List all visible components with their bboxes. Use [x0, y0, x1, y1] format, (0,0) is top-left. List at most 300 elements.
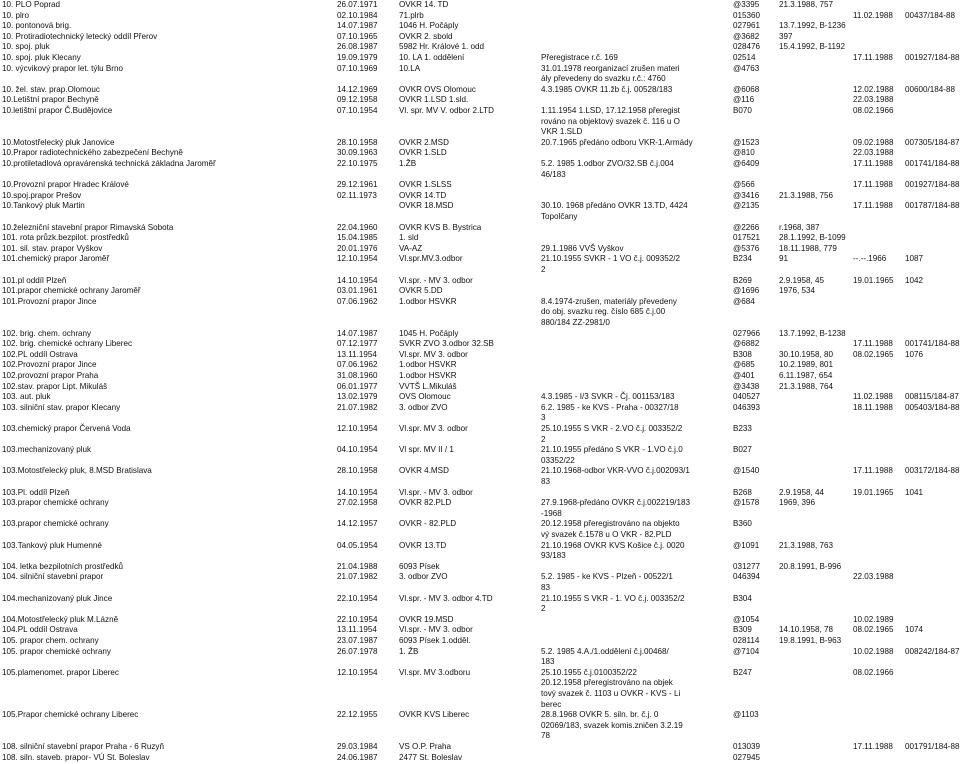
cell-superior-command: OVKR 13.TD — [399, 540, 447, 550]
cell-date-founded: 26.07.1971 — [337, 0, 378, 9]
cell-register-code: @3416 — [733, 190, 760, 200]
cell-register-code: B304 — [733, 593, 752, 603]
cell-unit-name: 102.provozní prapor Praha — [2, 371, 99, 380]
cell-superior-command: OVKR KVS B. Bystrica — [399, 222, 482, 232]
cell-date-archived: 18.11.1988 — [853, 402, 893, 412]
cell-superior-command: 5982 Hr. Králové 1. odd — [399, 42, 485, 52]
cell-superior-command: 6093 Písek 1.odděl. — [399, 636, 471, 645]
cell-superior-command: OVKR 18.MSD — [399, 201, 454, 211]
cell-register-code: @4763 — [733, 63, 760, 73]
cell-register-code: @3395 — [733, 0, 760, 9]
cell-register-code: @116 — [733, 95, 755, 105]
cell-unit-name: 103.chemický prapor Červená Voda — [2, 424, 131, 433]
cell-register-code: 027966 — [733, 328, 761, 338]
cell-archive-note: 21.3.1988, 757 — [779, 0, 834, 9]
cell-date-founded: 21.04.1988 — [337, 561, 378, 571]
cell-superior-command: OVKR 1.SLD — [399, 148, 447, 158]
cell-unit-name: 105. prapor chem. ochrany — [2, 636, 99, 645]
cell-note: 03352/22 — [541, 455, 575, 465]
cell-unit-name: 102.PL oddíl Ostrava — [2, 349, 78, 359]
cell-date-archived: 08.02.1965 — [853, 349, 894, 359]
cell-register-code: @1540 — [733, 466, 760, 476]
cell-unit-name: 101. sil. stav. prapor Vyškov — [2, 243, 103, 253]
cell-archive-note: 397 — [779, 31, 793, 41]
cell-unit-name: 104.PL oddíl Ostrava — [2, 625, 78, 635]
cell-register-code: @3682 — [733, 31, 760, 41]
cell-archive-number: 00600/184-88 — [905, 84, 955, 94]
cell-date-founded: 06.01.1977 — [337, 381, 378, 391]
cell-unit-name: 10.železniční stavební prapor Rimavská Sobota — [2, 222, 174, 232]
cell-unit-name: 10.spoj.prapor Prešov — [2, 190, 82, 200]
cell-note: 2 — [541, 265, 546, 274]
cell-date-founded: 22.10.1954 — [337, 614, 378, 624]
cell-register-code: B027 — [733, 445, 752, 455]
cell-unit-name: 10.Prapor radiotechnického zabezpečení Bechyně — [2, 148, 183, 158]
cell-superior-command: 1.ŽB — [399, 159, 417, 168]
cell-unit-name: 101.pl oddíl Plzeň — [2, 275, 67, 285]
cell-register-code: 027945 — [733, 752, 761, 762]
cell-unit-name: 101.chemický prapor Jaroměř — [2, 254, 110, 264]
cell-date-founded: 09.12.1958 — [337, 95, 378, 105]
cell-superior-command: SVKR ZVO 3.odbor 32.SB — [399, 339, 494, 349]
cell-date-founded: 12.10.1954 — [337, 424, 378, 433]
cell-note: 20.7.1965 předáno odboru VKR-1.Armády — [541, 137, 693, 147]
cell-date-archived: 08.02.1966 — [853, 667, 894, 677]
cell-archive-note: 18.11.1988, 779 — [779, 243, 837, 253]
cell-note: Topolčany — [541, 212, 578, 221]
cell-register-code: @1103 — [733, 710, 759, 720]
cell-date-archived: 17.11.1988 — [853, 742, 893, 751]
cell-superior-command: OVS Olomouc — [399, 392, 451, 402]
cell-register-code: @1523 — [733, 137, 760, 147]
cell-date-archived: 10.02.1989 — [853, 614, 894, 624]
cell-superior-command: Vl.spr. - MV 3. odbor — [399, 625, 473, 635]
cell-unit-name: 101.Provozní prapor Jince — [2, 296, 97, 306]
cell-unit-name: 101. rota průzk.bezpilot. prostředků — [2, 233, 129, 243]
cell-archive-number: 003172/184-88 — [905, 466, 960, 476]
cell-superior-command: Vl.spr. MV 3. odbor — [399, 349, 468, 359]
cell-superior-command: 3. odbor ZVO — [399, 572, 448, 582]
cell-archive-note: 30.10.1958, 80 — [779, 349, 834, 359]
cell-archive-note: 21.3.1988, 764 — [779, 381, 834, 391]
cell-archive-number: 008242/184-87 — [905, 646, 960, 656]
cell-unit-name: 102.stav. prapor Lipt. Mikuláš — [2, 381, 108, 391]
cell-register-code: @566 — [733, 180, 755, 190]
cell-note: 183 — [541, 657, 555, 667]
cell-superior-command: OVKR KVS Liberec — [399, 710, 470, 720]
cell-date-founded: 21.07.1982 — [337, 402, 378, 412]
cell-archive-number: 001741/184-88 — [905, 339, 960, 349]
cell-archive-note: 21.3.1988, 763 — [779, 540, 834, 550]
cell-archive-number: 001927/184-88 — [905, 180, 960, 190]
cell-register-code: @5376 — [733, 243, 760, 253]
cell-unit-name: 10. výcvikový prapor let. týlu Brno — [2, 63, 124, 73]
cell-superior-command: Vl spr. MV II / 1 — [399, 445, 454, 455]
cell-date-founded: 28.10.1958 — [337, 137, 378, 147]
cell-date-founded: 02.10.1984 — [337, 10, 378, 20]
cell-date-founded: 14.12.1969 — [337, 84, 378, 94]
cell-date-founded: 14.10.1954 — [337, 487, 378, 497]
cell-register-code: @3438 — [733, 381, 760, 391]
cell-register-code: B360 — [733, 519, 752, 529]
cell-register-code: B070 — [733, 106, 752, 115]
cell-note: ály převedeny do svazku r.č.: 4760 — [541, 74, 666, 84]
cell-date-founded: 22.10.1954 — [337, 593, 378, 603]
cell-date-founded: 07.06.1962 — [337, 360, 378, 370]
cell-archive-note: 10.2.1989, 801 — [779, 360, 834, 370]
cell-date-founded: 24.06.1987 — [337, 752, 378, 762]
cell-note: 25.10.1955 S VKR - 2.VO č.j. 003352/2 — [541, 424, 683, 433]
cell-date-founded: 23.07.1987 — [337, 636, 378, 645]
cell-date-archived: 17.11.1988 — [853, 201, 893, 211]
cell-register-code: @1091 — [733, 540, 760, 550]
cell-date-archived: 12.02.1988 — [853, 84, 894, 94]
cell-unit-name: 10.protiletadlová opravárenská technická základna Jaroměř — [2, 159, 216, 168]
cell-register-code: 017521 — [733, 233, 761, 243]
cell-date-archived: 17.11.1988 — [853, 159, 893, 168]
cell-note: 4.3.1985 OVKR 11.žb č.j. 00528/183 — [541, 84, 673, 94]
cell-unit-name: 103. aut. pluk — [2, 392, 51, 402]
cell-date-founded: 20.01.1976 — [337, 243, 378, 253]
cell-unit-name: 10.Letištní prapor Bechyně — [2, 95, 99, 105]
cell-date-founded: 22.12.1955 — [337, 710, 378, 720]
cell-unit-name: 102.Provozní prapor Jince — [2, 360, 97, 370]
cell-note: 2 — [541, 604, 546, 614]
cell-superior-command: 1046 H. Počáply — [399, 21, 459, 31]
cell-superior-command: OVKR - 82.PLD — [399, 519, 457, 529]
cell-unit-name: 108. siln. staveb. prapor- VÚ St. Boleslav — [2, 752, 150, 762]
cell-register-code: @1054 — [733, 614, 760, 624]
cell-date-archived: 22.03.1988 — [853, 148, 894, 158]
cell-note: 78 — [541, 731, 551, 741]
cell-unit-name: 103.mechanizovaný pluk — [2, 445, 92, 455]
cell-date-archived: 19.01.1965 — [853, 487, 894, 497]
cell-unit-name: 103.Pl. oddíl Plzeň — [2, 487, 70, 497]
cell-superior-command: Vl.spr.MV.3.odbor — [399, 254, 463, 264]
cell-archive-number: 001791/184-88 — [905, 742, 960, 751]
cell-date-founded: 13.11.1954 — [337, 349, 377, 359]
cell-archive-note: 13.7.1992, B-1236 — [779, 21, 846, 31]
cell-date-founded: 29.03.1984 — [337, 742, 378, 751]
cell-date-archived: 09.02.1988 — [853, 137, 894, 147]
cell-date-founded: 30.09.1963 — [337, 148, 378, 158]
cell-note: 29.1.1986 VVŠ Vyškov — [541, 243, 624, 253]
cell-date-founded: 04.05.1954 — [337, 540, 378, 550]
cell-archive-number: 1041 — [905, 487, 924, 497]
cell-register-code: B269 — [733, 275, 752, 285]
cell-note: VKR 1.SLD — [541, 127, 583, 137]
cell-superior-command: 3. odbor ZVO — [399, 402, 448, 412]
cell-note: Přeregistrace r.č. 169 — [541, 53, 618, 62]
cell-note: 20.12.1958 přeregistrováno na objekto — [541, 519, 680, 529]
cell-archive-number: 005403/184-88 — [905, 402, 960, 412]
cell-date-founded: 13.11.1954 — [337, 625, 377, 635]
cell-register-code: 040527 — [733, 392, 761, 402]
cell-note: 27.9.1968-předáno OVKR č.j.002219/183 — [541, 498, 690, 508]
cell-register-code: @684 — [733, 296, 755, 306]
cell-date-archived: 17.11.1988 — [853, 466, 893, 476]
cell-unit-name: 10.Motostřelecký pluk Janovice — [2, 137, 115, 147]
cell-date-founded: 07.10.1954 — [337, 106, 378, 115]
cell-unit-name: 105.plamenomet. prapor Liberec — [2, 667, 119, 677]
cell-unit-name: 103.prapor chemické ochrany — [2, 498, 109, 508]
cell-note: vý svazek č.1578 u O VKR - 82.PLD — [541, 530, 672, 539]
cell-note: 6.2. 1985 - ke KVS - Praha - 00327/18 — [541, 402, 679, 412]
cell-date-archived: 22.03.1988 — [853, 572, 894, 582]
cell-note: 25.10.1955 č.j.0100352/22 — [541, 667, 637, 677]
cell-archive-number: 007305/184-87 — [905, 137, 960, 147]
cell-unit-name: 103. silniční stav. prapor Klecany — [2, 402, 121, 412]
cell-note: 5.2. 1985 4.A./1.oddělení č.j.00468/ — [541, 646, 669, 656]
cell-note: 46/183 — [541, 169, 566, 179]
cell-register-code: B308 — [733, 349, 752, 359]
cell-note: 1.11.1954 1.LSD, 17.12.1958 přeregist — [541, 106, 680, 115]
cell-archive-number: 00437/184-88 — [905, 10, 955, 20]
cell-note: tový svazek č. 1103 u OVKR - KVS - Li — [541, 689, 681, 698]
cell-note: 93/183 — [541, 551, 566, 561]
cell-unit-name: 104. letka bezpilotních prostředků — [2, 561, 124, 571]
cell-register-code: 015360 — [733, 10, 761, 20]
cell-unit-name: 101.prapor chemické ochrany Jaroměř — [2, 286, 141, 296]
cell-date-archived: 17.11.1988 — [853, 339, 893, 349]
cell-unit-name: 102. brig. chem. ochrany — [2, 328, 92, 338]
cell-register-code: 02514 — [733, 53, 756, 62]
cell-superior-command: OVKR 82.PLD — [399, 498, 452, 508]
cell-register-code: B233 — [733, 424, 752, 433]
cell-superior-command: Vl.spr. MV 3.odboru — [399, 667, 471, 677]
cell-superior-command: 1.odbor HSVKR — [399, 371, 457, 380]
cell-superior-command: OVKR 1.LSD 1.sld. — [399, 95, 469, 105]
cell-archive-note: 28.1.1992, B-1099 — [779, 233, 846, 243]
cell-superior-command: 1. sld — [399, 233, 419, 243]
cell-unit-name: 104.Motostřelecký pluk M.Lázně — [2, 614, 119, 624]
cell-date-founded: 14.07.1987 — [337, 21, 378, 31]
cell-note: 2 — [541, 434, 546, 444]
cell-date-founded: 07.10.1969 — [337, 63, 378, 73]
cell-superior-command: OVKR 19.MSD — [399, 614, 454, 624]
cell-unit-name: 103.prapor chemické ochrany — [2, 519, 109, 529]
cell-superior-command: OVKR 14. TD — [399, 0, 449, 9]
cell-register-code: 046394 — [733, 572, 761, 582]
cell-unit-name: 105. prapor chemické ochrany — [2, 646, 111, 656]
cell-superior-command: OVKR OVS Olomouc — [399, 84, 476, 94]
cell-date-founded: 27.02.1958 — [337, 498, 378, 508]
cell-date-founded: 07.10.1965 — [337, 31, 378, 41]
cell-date-founded: 26.07.1978 — [337, 646, 378, 656]
cell-archive-note: 91 — [779, 254, 789, 264]
cell-note: 02069/183, svazek komis.zničen 3.2.19 — [541, 720, 683, 730]
cell-archive-note: r.1968, 387 — [779, 222, 820, 232]
cell-archive-number: 1076 — [905, 349, 924, 359]
cell-date-archived: 08.02.1965 — [853, 625, 894, 635]
cell-superior-command: OVKR 1.SLSS — [399, 180, 452, 190]
cell-archive-note: 13.7.1992, B-1238 — [779, 328, 846, 338]
cell-register-code: @6409 — [733, 159, 760, 168]
cell-note: 4.3.1985 - I/3 SVKR - Čj. 001153/183 — [541, 392, 675, 402]
cell-archive-note: 2.9.1958, 45 — [779, 275, 825, 285]
cell-superior-command: 1045 H. Počáply — [399, 328, 459, 338]
cell-note: 5.2. 1985 - ke KVS - Plzeň - 00522/1 — [541, 572, 673, 582]
cell-register-code: @685 — [733, 360, 755, 370]
cell-date-founded: 22.10.1975 — [337, 159, 378, 168]
cell-unit-name: 103.Motostřelecký pluk, 8.MSD Bratislava — [2, 466, 152, 476]
cell-register-code: B247 — [733, 667, 752, 677]
cell-unit-name: 104.mechanizovaný pluk Jince — [2, 593, 113, 603]
cell-archive-number: 008115/184-87 — [905, 392, 959, 402]
cell-archive-note: 6.11.1987, 654 — [779, 371, 833, 380]
cell-superior-command: OVKR 2. sbold — [399, 31, 453, 41]
cell-register-code: @401 — [733, 371, 755, 380]
cell-register-code: B309 — [733, 625, 752, 635]
cell-archive-number: 001927/184-88 — [905, 53, 960, 62]
cell-superior-command: Vl.spr. MV 3. odbor — [399, 424, 468, 433]
cell-archive-note: 21.3.1988, 756 — [779, 190, 834, 200]
cell-note: 3 — [541, 413, 546, 423]
cell-date-founded: 15.04.1985 — [337, 233, 378, 243]
cell-archive-number: 001787/184-88 — [905, 201, 960, 211]
cell-register-code: 028476 — [733, 42, 761, 52]
cell-unit-name: 10. spoj. pluk — [2, 42, 50, 52]
cell-note: 31.01.1978 reorganizací zrušen materi — [541, 63, 680, 73]
cell-note: 21.10.1955 SVKR - 1 VO č.j. 009352/2 — [541, 254, 681, 264]
cell-date-founded: 03.01.1961 — [337, 286, 378, 296]
cell-date-founded: 04.10.1954 — [337, 445, 378, 455]
cell-note: berec — [541, 699, 562, 709]
cell-date-archived: 11.02.1988 — [853, 392, 893, 402]
cell-note: rováno na objektový svazek č. 116 u O — [541, 116, 680, 126]
cell-date-archived: 22.03.1988 — [853, 95, 894, 105]
cell-superior-command: OVKR 4.MSD — [399, 466, 449, 476]
cell-note: 21.10.1968-odbor VKR-VVO č.j.002093/1 — [541, 466, 690, 476]
cell-date-founded: 14.12.1957 — [337, 519, 378, 529]
cell-register-code: 028114 — [733, 636, 760, 645]
cell-unit-name: 10.Provozní prapor Hradec Králové — [2, 180, 129, 190]
cell-register-code: 031277 — [733, 561, 761, 571]
cell-unit-name: 10. žel. stav. prap.Olomouc — [2, 84, 100, 94]
cell-superior-command: VA-AZ — [399, 243, 423, 253]
cell-note: 83 — [541, 477, 551, 486]
cell-unit-name: 10. plro — [2, 10, 29, 20]
cell-superior-command: VS O.P. Praha — [399, 742, 452, 751]
cell-superior-command: 6093 Písek — [399, 561, 440, 571]
cell-superior-command: VVTŠ L.Mikuláš — [399, 381, 457, 391]
cell-superior-command: 2477 St. Boleslav — [399, 752, 462, 762]
cell-date-archived: 08.02.1966 — [853, 106, 894, 115]
cell-superior-command: 71.plrb — [399, 10, 424, 20]
cell-register-code: 027961 — [733, 21, 761, 31]
cell-superior-command: OVKR 5.DD — [399, 286, 443, 296]
cell-note: 21.10.1968 OVKR KVS Košice č.j. 0020 — [541, 540, 685, 550]
cell-date-founded: 28.10.1958 — [337, 466, 378, 476]
cell-note: -1968 — [541, 508, 562, 518]
cell-note: 5.2. 1985 1.odbor ZVO/32.SB č.j.004 — [541, 159, 674, 168]
cell-archive-number: 001741/184-88 — [905, 159, 960, 168]
cell-register-code: @810 — [733, 148, 755, 158]
cell-archive-number: 1042 — [905, 275, 924, 285]
cell-archive-note: 1969, 396 — [779, 498, 816, 508]
cell-archive-note: 20.8.1991, B-996 — [779, 561, 842, 571]
cell-date-archived: 17.11.1988 — [853, 53, 893, 62]
cell-date-founded: 02.11.1973 — [337, 190, 377, 200]
cell-unit-name: 108. silniční stavební prapor Praha - 6 Ruzyň — [2, 742, 164, 751]
cell-unit-name: 105.Prapor chemické ochrany Liberec — [2, 710, 139, 720]
cell-date-founded: 21.07.1982 — [337, 572, 378, 582]
cell-unit-name: 10.letištní prapor Č.Budějovice — [2, 106, 113, 115]
cell-date-founded: 19.09.1979 — [337, 53, 378, 62]
cell-superior-command: 10.LA — [399, 63, 421, 73]
cell-superior-command: OVKR 2.MSD — [399, 137, 449, 147]
cell-archive-note: 2.9.1958, 44 — [779, 487, 825, 497]
cell-date-founded: 07.06.1962 — [337, 296, 378, 306]
cell-note: 28.8.1968 OVKR 5. siln. br. č.j. 0 — [541, 710, 659, 720]
cell-date-founded: 29.12.1961 — [337, 180, 378, 190]
cell-date-archived: 17.11.1988 — [853, 180, 893, 190]
cell-archive-note: 14.10.1958, 78 — [779, 625, 834, 635]
cell-register-code: 013039 — [733, 742, 761, 751]
cell-superior-command: 1.odbor HSVKR — [399, 360, 457, 370]
cell-register-code: @1578 — [733, 498, 760, 508]
cell-superior-command: 1. ŽB — [399, 646, 419, 656]
cell-register-code: @2266 — [733, 222, 760, 232]
cell-unit-name: 102. brig. chemické ochrany Liberec — [2, 339, 133, 349]
cell-register-code: 046393 — [733, 402, 761, 412]
cell-register-code: @6882 — [733, 339, 760, 349]
cell-superior-command: 1.odbor HSVKR — [399, 296, 457, 306]
cell-superior-command: Vl.spr. - MV 3. odbor — [399, 487, 473, 497]
cell-unit-name: 10. Protiradiotechnický letecký oddíl Přerov — [2, 31, 158, 41]
cell-unit-name: 10. spoj. pluk Klecany — [2, 53, 81, 62]
cell-unit-name: 10. pontonová brig. — [2, 21, 72, 31]
cell-register-code: B234 — [733, 254, 752, 264]
cell-archive-number: 1074 — [905, 625, 924, 635]
cell-archive-number: 1087 — [905, 254, 924, 264]
cell-unit-name: 103.Tankový pluk Humenné — [2, 540, 102, 550]
cell-superior-command: Vl. spr. MV V. odbor 2.LTD — [399, 106, 494, 115]
cell-date-founded: 22.04.1960 — [337, 222, 378, 232]
cell-date-founded: 12.10.1954 — [337, 254, 378, 264]
cell-note: do obj. svazku reg. číslo 685 č.j.00 — [541, 307, 666, 317]
cell-note: 880/184 ZZ-2981/0 — [541, 318, 610, 327]
cell-note: 21.10.1955 S VKR - 1. VO č.j. 003352/2 — [541, 593, 685, 603]
cell-archive-note: 1976, 534 — [779, 286, 816, 296]
cell-date-founded: 13.02.1979 — [337, 392, 378, 402]
cell-date-founded: 26.08.1987 — [337, 42, 378, 52]
cell-note: 21.10.1955 předáno S VKR - 1.VO č.j.0 — [541, 445, 683, 455]
cell-note: 83 — [541, 583, 551, 592]
cell-date-founded: 12.10.1954 — [337, 667, 378, 677]
cell-register-code: @2135 — [733, 201, 760, 211]
cell-date-archived: --.--.1966 — [853, 254, 887, 264]
cell-superior-command: 10. LA 1. oddělení — [399, 53, 465, 62]
cell-superior-command: Vl.spr. - MV 3. odbor — [399, 275, 473, 285]
cell-register-code: @6068 — [733, 84, 760, 94]
cell-date-founded: 07.12.1977 — [337, 339, 378, 349]
cell-superior-command: OVKR 14.TD — [399, 190, 447, 200]
cell-date-founded: 31.08.1960 — [337, 371, 378, 380]
cell-date-archived: 10.02.1988 — [853, 646, 894, 656]
cell-archive-note: 15.4.1992, B-1192 — [779, 42, 846, 52]
cell-date-founded: 14.10.1954 — [337, 275, 378, 285]
cell-note: 20.12.1958 přeregistrováno na objek — [541, 678, 673, 688]
cell-date-archived: 11.02.1988 — [853, 10, 893, 20]
cell-unit-name: 10.Tankový pluk Martin — [2, 201, 85, 211]
cell-unit-name: 10. PLO Poprad — [2, 0, 61, 9]
cell-register-code: @7104 — [733, 646, 760, 656]
cell-register-code: @1696 — [733, 286, 760, 296]
cell-superior-command: Vl.spr. - MV 3. odbor 4.TD — [399, 593, 493, 603]
cell-unit-name: 104. silniční stavební prapor — [2, 572, 104, 582]
cell-register-code: B268 — [733, 487, 752, 497]
